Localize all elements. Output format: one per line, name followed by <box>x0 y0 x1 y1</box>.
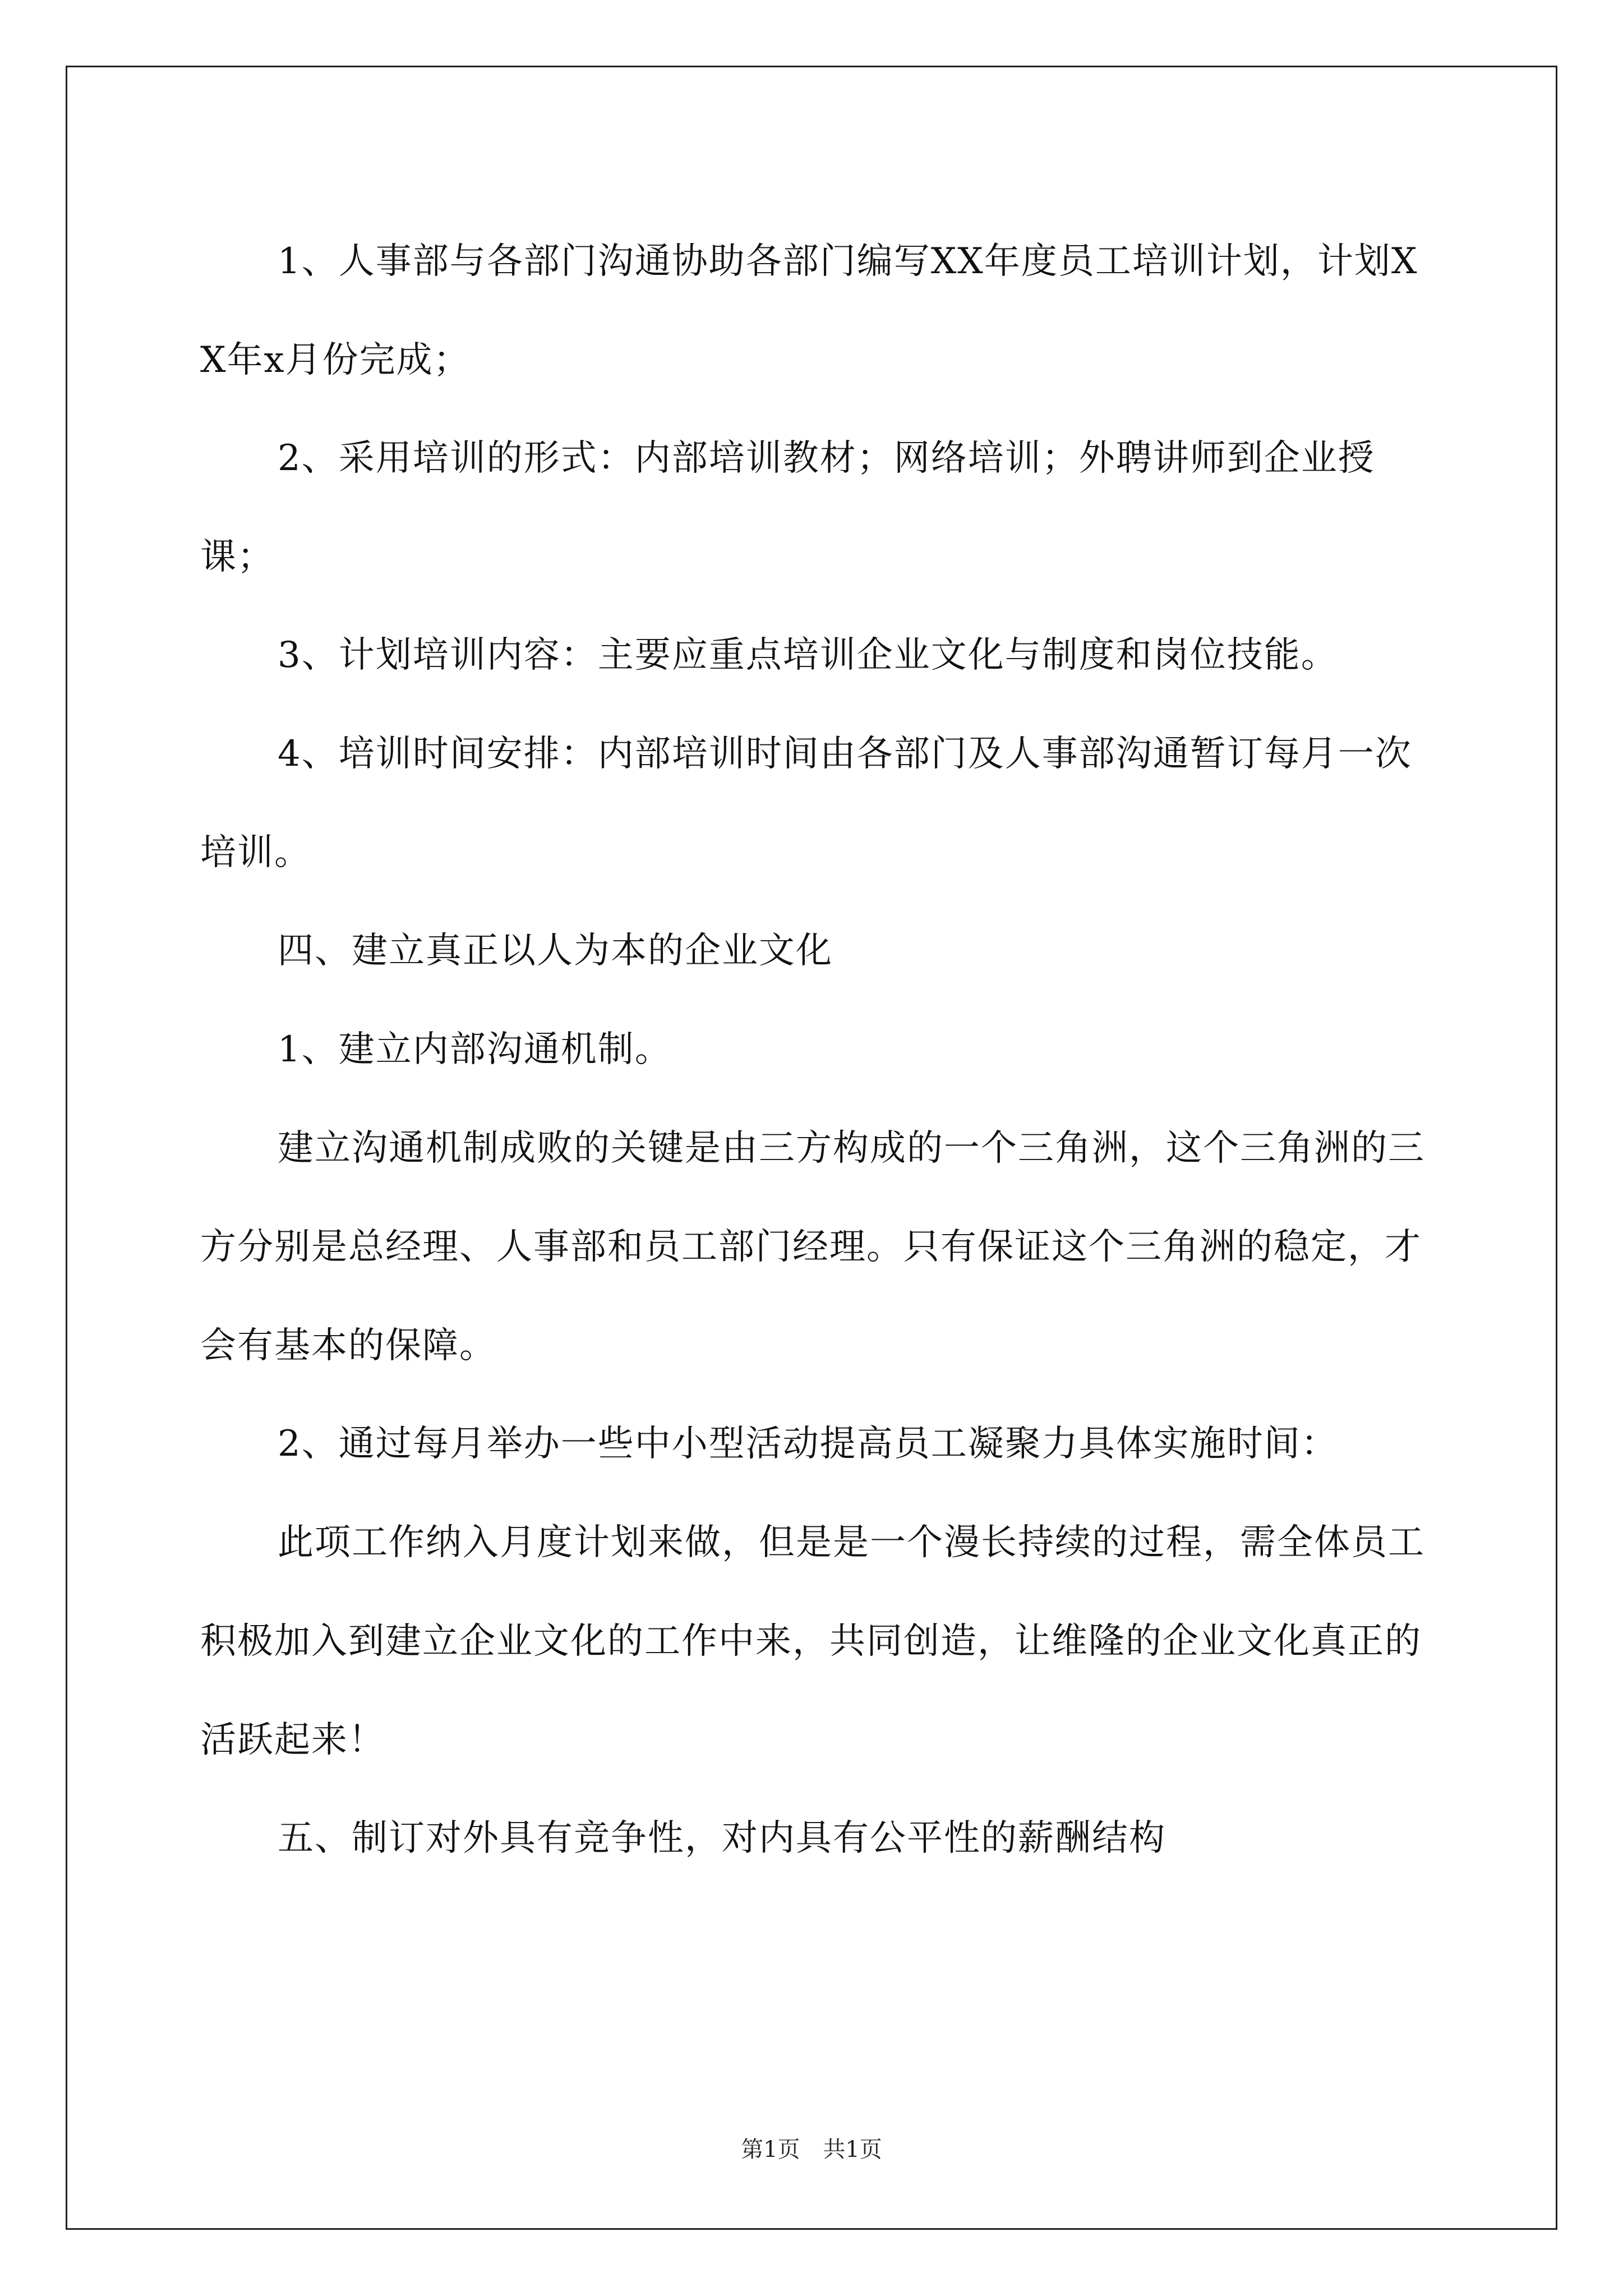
paragraph-5: 1、建立内部沟通机制。 <box>278 1029 672 1070</box>
paragraph-3: 3、计划培训内容：主要应重点培训企业文化与制度和岗位技能。 <box>278 634 1338 676</box>
section-heading-5: 五、制订对外具有竞争性，对内具有公平性的薪酬结构 <box>278 1818 1166 1859</box>
paragraph-4: 4、培训时间安排：内部培训时间由各部门及人事部沟通暂订每月一次培训。 <box>200 733 1412 873</box>
page-footer <box>0 2136 1623 2163</box>
paragraph-7: 2、通过每月举办一些中小型活动提高员工凝聚力具体实施时间： <box>278 1423 1338 1465</box>
page-total: 共1页 <box>823 2137 882 2162</box>
paragraph-6: 建立沟通机制成败的关键是由三方构成的一个三角洲，这个三角洲的三方分别是总经理、人事部和员工部门经理。只有保证这个三角洲的稳定，才会有基本的保障。 <box>200 1128 1425 1366</box>
section-heading-4: 四、建立真正以人为本的企业文化 <box>278 930 833 972</box>
paragraph-1: 1、人事部与各部门沟通协助各部门编写XX年度员工培训计划，计划XX年x月份完成； <box>200 241 1418 381</box>
page-number: 第1页 <box>741 2137 800 2162</box>
paragraph-2: 2、采用培训的形式：内部培训教材；网络培训；外聘讲师到企业授课； <box>200 438 1375 578</box>
paragraph-8: 此项工作纳入月度计划来做，但是是一个漫长持续的过程，需全体员工积极加入到建立企业文化的工作中来，共同创造，让维隆的企业文化真正的活跃起来！ <box>200 1522 1425 1761</box>
